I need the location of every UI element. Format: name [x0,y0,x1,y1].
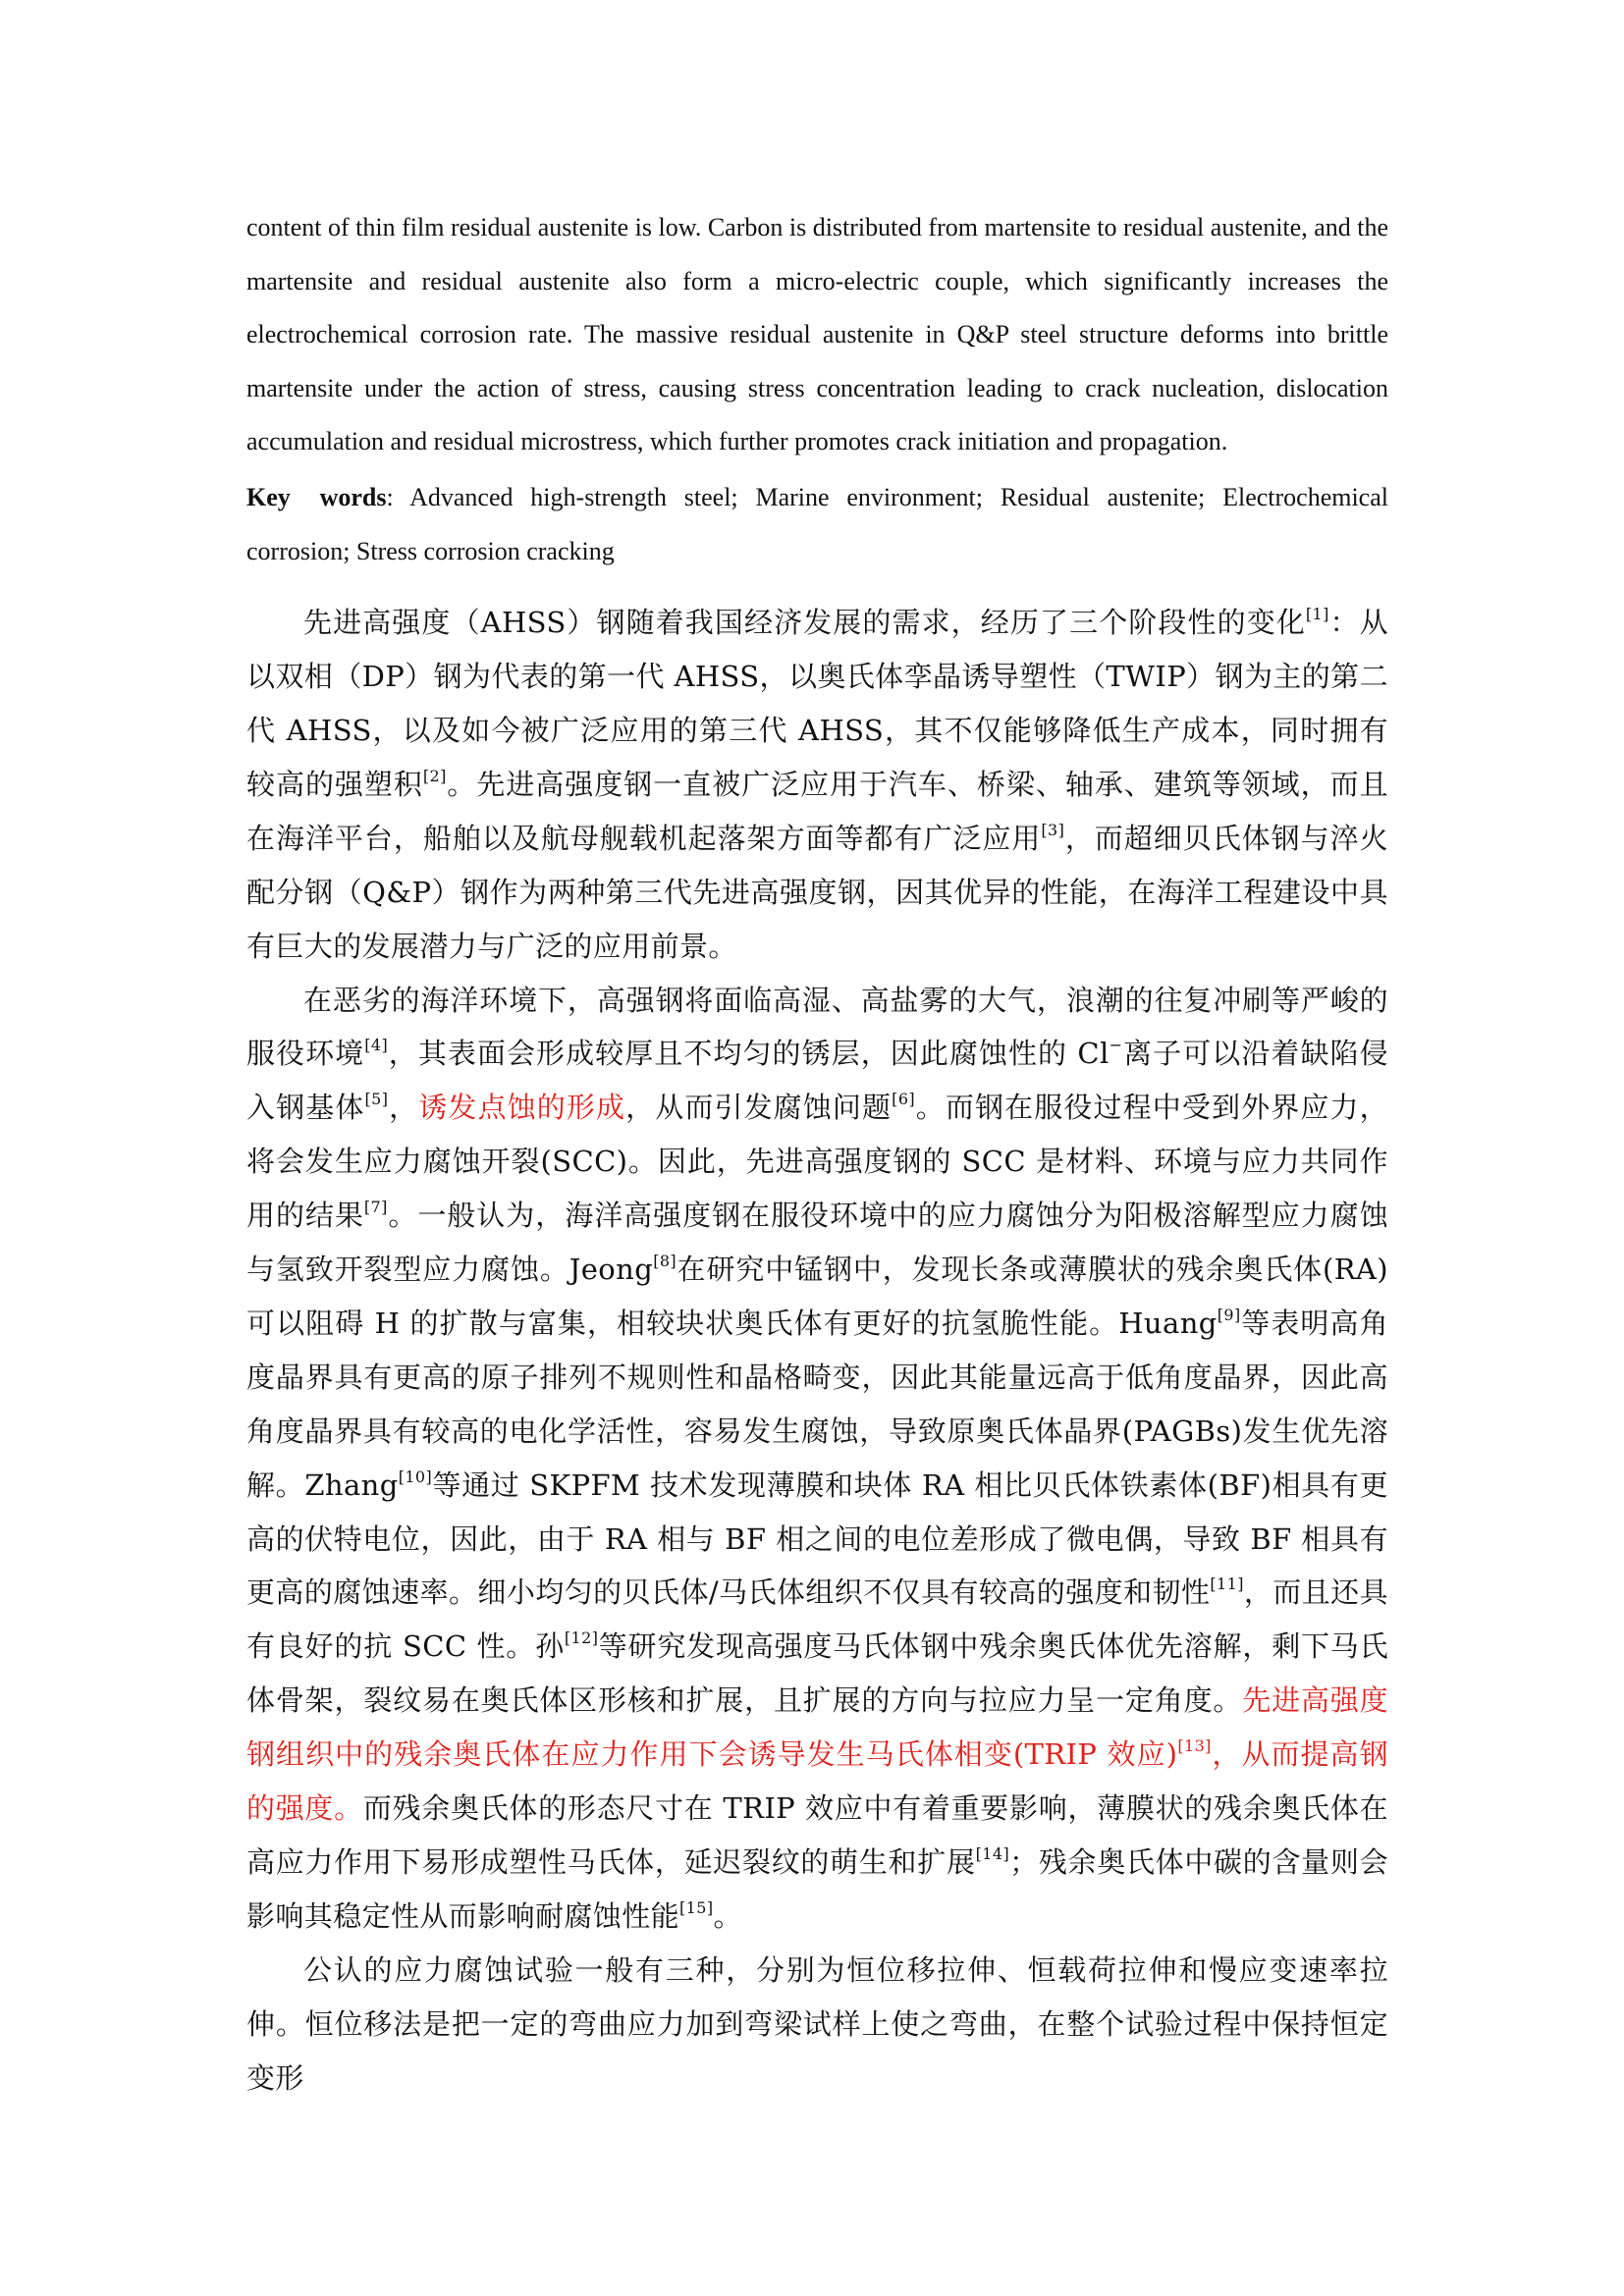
citation-15: [15] [679,1897,714,1917]
highlighted-text: ，从而提高钢的强度。 [246,1737,1388,1826]
text-run: 等表明高角度晶界具有更高的原子排列不规则性和晶格畸变，因此其能量远高于低角度晶界，因此高角度晶界具有较高的电化学活性，容易发生腐蚀，导致原奥氏体晶界(PAGBs)发生优先溶解。Zhang [246,1306,1388,1502]
citation-4: [4] [364,1036,389,1055]
text-run: 先进高强度（AHSS）钢随着我国经济发展的需求，经历了三个阶段性的变化 [303,606,1306,640]
citation-10: [10] [398,1467,433,1486]
text-run: ，而且还具有良好的抗 SCC 性。孙 [246,1575,1388,1664]
keywords-text: : Advanced high-strength steel; Marine environment; Residual austenite; Electrochemical corrosion; Stress corrosion cracking [246,482,1388,565]
text-run: ，其表面会形成较厚且不均匀的锈层，因此腐蚀性的 Cl [388,1037,1110,1071]
text-run: 在研究中锰钢中，发现长条或薄膜状的残余奥氏体(RA)可以阻碍 H 的扩散与富集，相较块状奥氏体有更好的抗氢脆性能。Huang [246,1253,1388,1340]
keywords-label: Key words [246,482,387,511]
page-content [246,201,1388,2106]
citation-13: [13] [1177,1736,1212,1756]
text-run: 而残余奥氏体的形态尺寸在 TRIP 效应中有着重要影响，薄膜状的残余奥氏体在高应力作用下易形成塑性马氏体，延迟裂纹的萌生和扩展 [246,1791,1388,1879]
citation-1: [1] [1305,605,1329,624]
citation-5: [5] [364,1090,389,1109]
citation-6: [6] [892,1090,916,1109]
citation-14: [14] [975,1844,1010,1863]
paragraph-1 [246,596,1388,973]
body-text [246,596,1388,2105]
text-run: 在恶劣的海洋环境下，高强钢将面临高湿、高盐雾的大气，浪潮的往复冲刷等严峻的服役环境 [246,983,1388,1071]
paragraph-3 [246,1944,1388,2106]
citation-9: [9] [1217,1305,1241,1324]
text-run: 等研究发现高强度马氏体钢中残余奥氏体优先溶解，剩下马氏体骨架，裂纹易在奥氏体区形核和扩展，且扩展的方向与拉应力呈一定角度。 [246,1629,1388,1718]
citation-11: [11] [1210,1575,1244,1594]
text-run: 离子可以沿着缺陷侵入钢基体 [246,1037,1388,1125]
text-run: 。一般认为，海洋高强度钢在服役环境中的应力腐蚀分为阳极溶解型应力腐蚀与氢致开裂型应力腐蚀。Jeong [246,1199,1388,1287]
text-run: 。 [713,1898,742,1933]
text-run: ， [388,1091,419,1125]
citation-8: [8] [653,1252,677,1271]
citation-7: [7] [363,1198,388,1217]
text-run: ；残余奥氏体中碳的含量则会影响其稳定性从而影响耐腐蚀性能 [246,1845,1388,1933]
text-run: ，从而引发腐蚀问题 [625,1091,893,1125]
highlighted-text: 先进高强度钢组织中的残余奥氏体在应力作用下会诱导发生马氏体相变(TRIP 效应) [246,1683,1388,1772]
paragraph-2 [246,974,1388,1944]
text-run: ：从以双相（DP）钢为代表的第一代 AHSS，以奥氏体孪晶诱导塑性（TWIP）钢为主的第二代 AHSS，以及如今被广泛应用的第三代 AHSS，其不仅能够降低生产成本，同时拥有较高的强塑积 [246,606,1388,801]
citation-12: [12] [564,1629,599,1648]
highlighted-text: 诱发点蚀的形成 [418,1091,626,1125]
abstract-tail: content of thin film residual austenite is low. Carbon is distributed from martensite to residual austenite, and the martensite and residual austenite also form a micro-electric couple, which significantly increases the electrochemical corrosion rate. The massive residual austenite in Q&P steel structure deforms into brittle martensite under the action of stress, causing stress concentration leading to crack nucleation, dislocation accumulation and residual microstress, which further promotes crack initiation and propagation. [246,213,1388,456]
text-run: ，而超细贝氏体钢与淬火配分钢（Q&P）钢作为两种第三代先进高强度钢，因其优异的性能，在海洋工程建设中具有巨大的发展潜力与广泛的应用前景。 [246,821,1388,963]
chloride-charge: − [1109,1036,1123,1055]
text-run: 等通过 SKPFM 技术发现薄膜和块体 RA 相比贝氏体铁素体(BF)相具有更高的伏特电位，因此，由于 RA 相与 BF 相之间的电位差形成了微电偶，导致 BF 相具有更高的腐蚀速率。细小均匀的贝氏体/马氏体组织不仅具有较高的强度和韧性 [246,1468,1388,1610]
citation-2: [2] [422,766,447,785]
text-run: 。而钢在服役过程中受到外界应力，将会发生应力腐蚀开裂(SCC)。因此，先进高强度钢的 SCC 是材料、环境与应力共同作用的结果 [246,1091,1388,1233]
text-run: 公认的应力腐蚀试验一般有三种，分别为恒位移拉伸、恒载荷拉伸和慢应变速率拉伸。恒位移法是把一定的弯曲应力加到弯梁试样上使之弯曲，在整个试验过程中保持恒定变形 [246,1952,1388,2095]
keywords [246,471,1388,578]
text-run: 。先进高强度钢一直被广泛应用于汽车、桥梁、轴承、建筑等领域，而且在海洋平台，船舶以及航母舰载机起落架方面等都有广泛应用 [246,767,1388,855]
citation-3: [3] [1041,820,1065,839]
